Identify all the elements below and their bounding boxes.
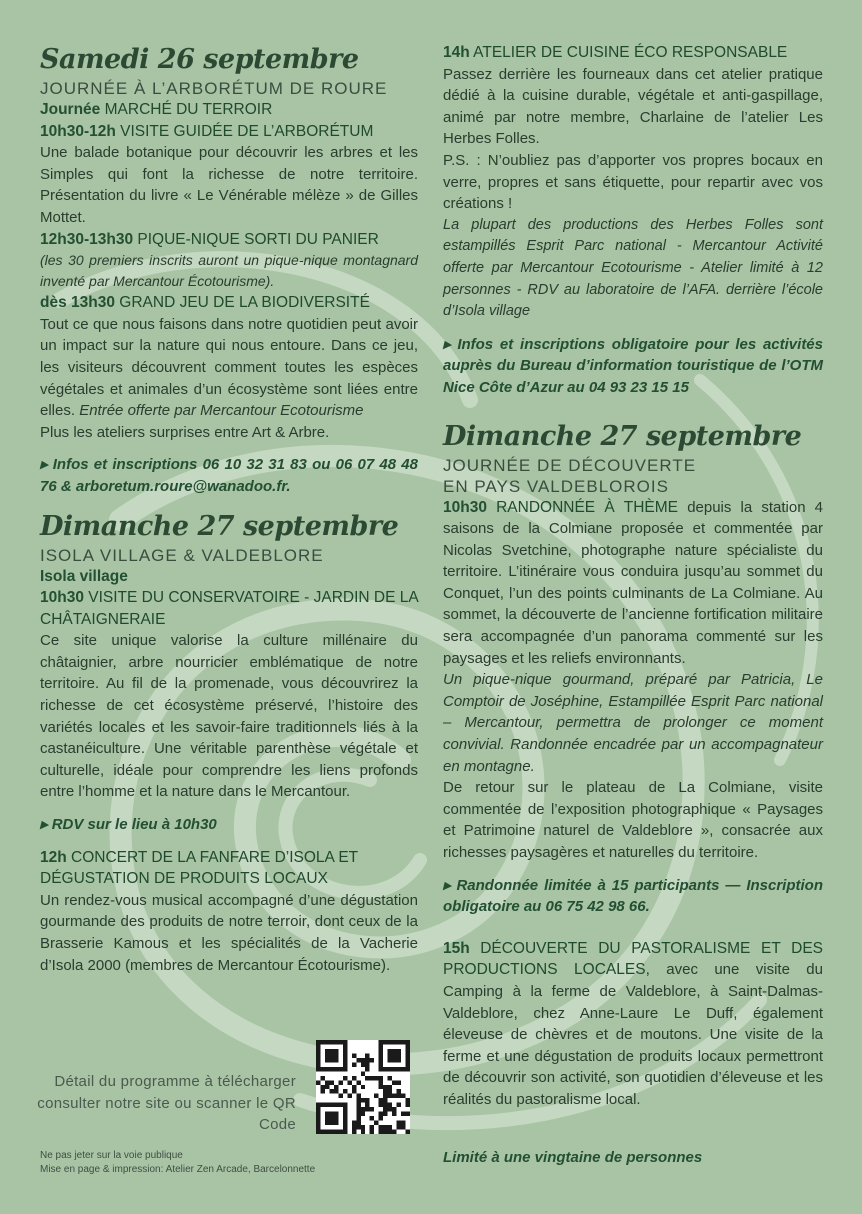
triangle-bullet-icon: ▸ — [443, 335, 451, 353]
event-description: 15h DÉCOUVERTE DU PASTORALISME ET DES PRODUCTIONS LOCALES, avec une visite du Camping à la ferme de Valdeblore, à Saint-Dalmas-Valdeblore, chez Anne-Laure Le Duff, également éleveuse de chèvres et de moutons. Une visite de la ferme et une dégustation de produits locaux permettront de découvrir son activité, son quotidien d’éleveuse et les réalités du pastoralisme local. — [443, 939, 823, 1108]
event-title: PIQUE-NIQUE SORTI DU PANIER — [137, 230, 379, 248]
event-heading — [40, 229, 418, 251]
event-title: DÉCOUVERTE DU PASTORALISME ET DES PRODUCTIONS LOCALES, — [443, 939, 823, 979]
event-time: 10h30 — [443, 498, 487, 516]
event-description: Une balade botanique pour découvrir les arbres et les Simples qui font la richesse de notre territoire. Présentation du livre « Le Vénérable mélèze » de Gilles Mottet. — [40, 144, 418, 226]
info-line: ▸ RDV sur le lieu à 10h30 — [40, 816, 217, 834]
triangle-bullet-icon: ▸ — [40, 816, 48, 834]
event-description: 10h30 RANDONNÉE À THÈME depuis la station 4 saisons de la Colmiane proposée et commentée par Nicolas Svetchine, photographe nature spécialiste du territoire. L’itinéraire vous conduira jusqu’au sommet du Conquet, l’un des points culminants de La Colmiane. Au sommet, la découverte de l’ancienne fortification militaire sera accompagnée d’un panorama commenté sur les paysages et les reliefs environnants. — [443, 498, 824, 667]
event-heading — [443, 42, 823, 64]
event-heading — [40, 847, 418, 890]
event-note: Un pique-nique gourmand, préparé par Patricia, Le Comptoir de Joséphine, Estampillée Esprit Parc national – Mercantour, permettra de prolonger ce moment convivial. Randonnée encadrée par un accompagnateur en montagne. — [443, 671, 823, 775]
info-line: ▸ Infos et inscriptions 06 10 32 31 83 ou 06 07 48 48 76 & arboretum.roure@wanadoo.fr. — [40, 456, 418, 495]
day1-subtitle: JOURNÉE À L’ARBORÉTUM DE ROURE — [40, 79, 388, 98]
event-title: MARCHÉ DU TERROIR — [104, 101, 273, 118]
event-note: Entrée offerte par Mercantour Ecotourisme — [79, 402, 364, 420]
triangle-bullet-icon: ▸ — [443, 876, 451, 894]
day2-title: Dimanche 27 septembre — [40, 510, 399, 542]
event-time: 15h — [443, 939, 470, 957]
footer — [40, 1149, 315, 1177]
qr-code-icon[interactable] — [316, 1040, 410, 1134]
event-title: ATELIER DE CUISINE ÉCO RESPONSABLE — [473, 44, 788, 61]
footer-line: Ne pas jeter sur la voie publique — [40, 1150, 183, 1161]
event-title: VISITE GUIDÉE DE L’ARBORÉTUM — [120, 122, 374, 140]
event-description: Passez derrière les fourneaux dans cet atelier pratique dédié à la cuisine durable, végétale et anti-gaspillage, animé par notre membre, Charlaine de l’atelier Les Herbes Folles. — [443, 65, 823, 148]
footer-line: Mise en page & impression: Atelier Zen Arcade, Barcelonnette — [40, 1164, 316, 1175]
event-description: De retour sur le plateau de La Colmiane, visite commentée de l’exposition photographique « Paysages et Patrimoine naturel de Valdeblore », consacrée aux richesses paysagères et naturelles du territoire. — [443, 779, 823, 861]
event-time: dès 13h30 — [40, 294, 115, 312]
qr-caption: Détail du programme à télécharger consulter notre site ou scanner le QR Code — [37, 1073, 296, 1134]
event-time: 10h30 — [40, 589, 84, 607]
day3-subtitle: JOURNÉE DE DÉCOUVERTE EN PAYS VALDEBLOROIS — [443, 455, 697, 496]
event-title: CONCERT DE LA FANFARE D’ISOLA ET DÉGUSTATION DE PRODUITS LOCAUX — [40, 848, 358, 888]
left-column — [40, 42, 418, 976]
event-description: Ce site unique valorise la culture millénaire du châtaignier, arbre nourricier emblématique de notre territoire. Au fil de la promenade, vous découvrirez la richesse de cet écosystème préservé, l’histoire des variétés locales et les savoir-faire traditionnels liés à la castanéiculture. Une véritable parenthèse végétale et culturelle, idéale pour comprendre les liens profonds entre l’homme et la nature dans le Mercantour. — [40, 632, 418, 801]
closing-note: Limité à une vingtaine de personnes — [443, 1149, 703, 1166]
event-heading — [40, 99, 418, 121]
place-heading: Isola village — [40, 567, 128, 585]
event-note: (les 30 premiers inscrits auront un pique-nique montagnard inventé par Mercantour Écotourisme). — [40, 252, 418, 290]
event-time: 14h — [443, 44, 470, 61]
event-title: VISITE DU CONSERVATOIRE - JARDIN DE LA CHÂTAIGNERAIE — [40, 589, 418, 628]
right-column — [443, 42, 823, 1111]
event-heading — [40, 587, 418, 630]
event-heading — [40, 121, 418, 143]
day1-title: Samedi 26 septembre — [40, 44, 359, 75]
event-description: Tout ce que nous faisons dans notre quotidien peut avoir un impact sur la nature qui nous entoure. Dans ce jeu, les visiteurs découvrent comment toutes les espèces végétales et animales d’un écosystème sont liées entre elles. Entrée offerte par Mercantour Ecotourisme — [40, 315, 418, 420]
event-ps: P.S. : N’oubliez pas d’apporter vos propres bocaux en verre, propres et sans étiquette, pour repartir avec vos créations ! — [443, 151, 823, 213]
event-title: GRAND JEU DE LA BIODIVERSITÉ — [119, 294, 370, 312]
event-time: Journée — [40, 101, 101, 118]
day2-subtitle: ISOLA VILLAGE & VALDEBLORE — [40, 545, 324, 565]
event-description: Un rendez-vous musical accompagné d’une dégustation gourmande des produits de notre terroir, dont ceux de la Brasserie Kamous et les spécialités de la Vacherie d’Isola 2000 (membres de Mercantour Écotourisme). — [40, 891, 418, 974]
event-title: RANDONNÉE À THÈME — [496, 498, 679, 516]
info-line: ▸ Infos et inscriptions obligatoire pour les activités auprès du Bureau d’information touristique de l’OTM Nice Côte d’Azur au 04 93 23 15 15 — [443, 335, 823, 396]
event-heading — [40, 292, 418, 314]
info-line: ▸ Randonnée limitée à 15 participants — Inscription obligatoire au 06 75 42 98 66. — [443, 876, 823, 916]
event-time: 12h — [40, 848, 67, 866]
day3-title: Dimanche 27 septembre — [443, 420, 802, 452]
event-time: 12h30-13h30 — [40, 230, 134, 248]
event-time: 10h30-12h — [40, 122, 116, 140]
event-note: La plupart des productions des Herbes Folles sont estampillés Esprit Parc national - Mercantour Activité offerte par Mercantour Ecotourisme - Atelier limité à 12 personnes - RDV au laboratoire de l’AFA. derrière l’école d’Isola village — [443, 216, 823, 320]
event-extra: Plus les ateliers surprises entre Art & Arbre. — [40, 423, 330, 441]
triangle-bullet-icon: ▸ — [40, 456, 48, 474]
